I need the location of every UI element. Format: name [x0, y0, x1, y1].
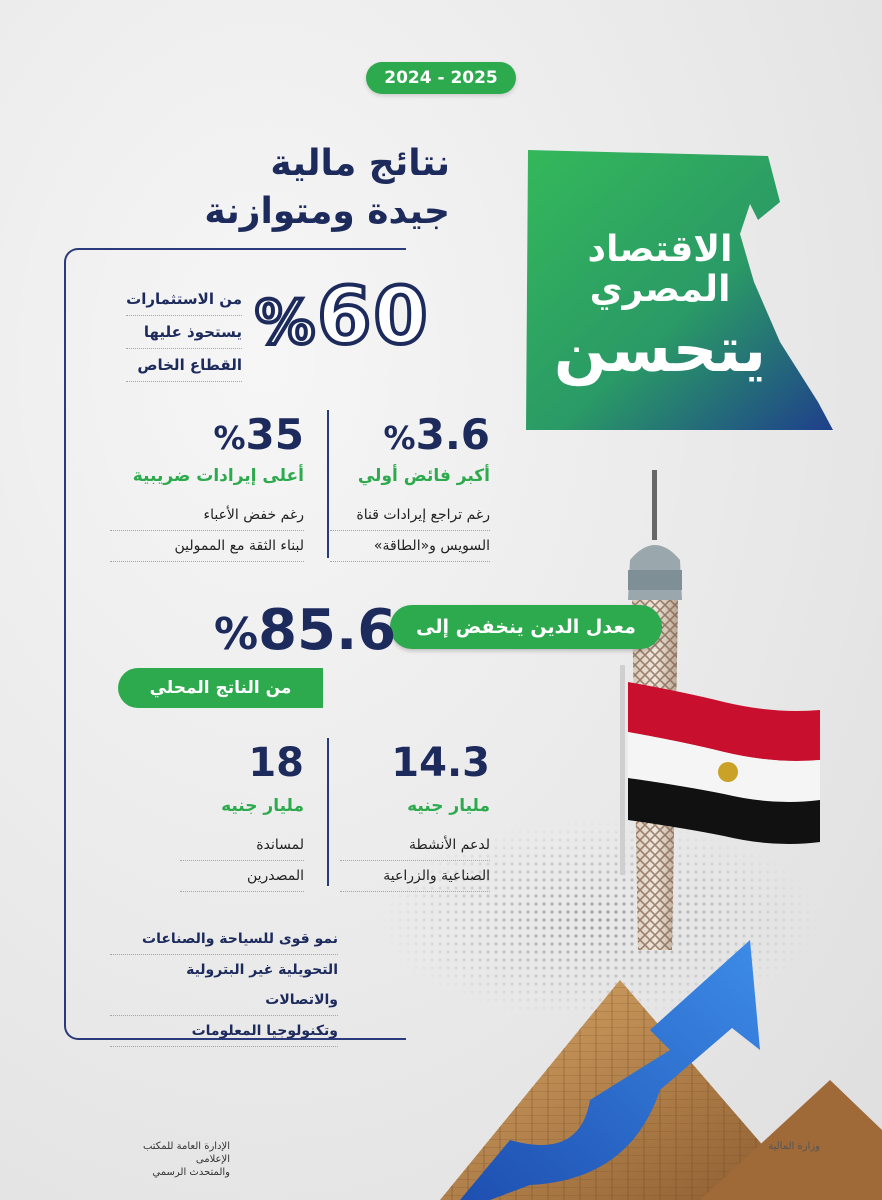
stat-18-unit: مليار جنيه	[221, 796, 304, 816]
stat-36-heading: أكبر فائض أولي	[357, 466, 490, 486]
divider-bottom	[327, 738, 329, 886]
stat-36-value	[380, 410, 490, 459]
stat-143-description	[340, 830, 490, 892]
map-banner-text	[540, 230, 780, 390]
title-line-2: جيدة ومتوازنة	[204, 191, 450, 232]
page-title	[150, 140, 450, 236]
stat-143-line-2: الصناعية والزراعية	[340, 861, 490, 892]
debt-number: 85.6	[258, 598, 397, 663]
stat-35-description	[110, 500, 304, 562]
stat-60-number: 60	[317, 272, 430, 362]
stat-18-value: 18	[248, 740, 304, 786]
divider-top	[327, 410, 329, 558]
pyramids-arrow-illustration	[380, 900, 882, 1200]
growth-line-3: وتكنولوجيا المعلومات	[110, 1016, 338, 1047]
stat-60-unit: %	[255, 288, 318, 358]
banner-line-3: يتحسن	[553, 313, 767, 386]
stat-18-line-1: لمساندة	[180, 830, 304, 861]
stat-143-unit: مليار جنيه	[407, 796, 490, 816]
stat-143-line-1: لدعم الأنشطة	[340, 830, 490, 861]
stat-35-line-1: رغم خفض الأعباء	[110, 500, 304, 531]
stat-60-value	[255, 272, 430, 362]
stat-35-number: 35	[245, 410, 304, 459]
stat-18-line-2: المصدرين	[180, 861, 304, 892]
growth-description	[110, 924, 338, 1047]
footer-media-office	[110, 1140, 230, 1179]
stat-36-line-1: رغم تراجع إيرادات قناة	[330, 500, 490, 531]
banner-line-1: الاقتصاد	[587, 229, 733, 270]
stat-36-description	[330, 500, 490, 562]
banner-line-2: المصري	[589, 269, 731, 310]
stat-35-unit: %	[213, 419, 246, 457]
stat-36-line-2: السويس و«الطاقة»	[330, 531, 490, 562]
stat-60-line-1: من الاستثمارات	[126, 283, 242, 316]
year-badge: 2024 - 2025	[366, 62, 516, 94]
stat-143-value: 14.3	[391, 740, 490, 786]
stat-60-line-3: القطاع الخاص	[126, 349, 242, 382]
debt-value	[214, 598, 396, 663]
growth-line-2: التحويلية غير البترولية والاتصالات	[110, 955, 338, 1016]
stat-35-heading: أعلى إيرادات ضريبية	[132, 466, 304, 486]
stat-35-line-2: لبناء الثقة مع الممولين	[110, 531, 304, 562]
egypt-flag	[624, 682, 824, 848]
footer-ministry-logo: وزارة المالية	[768, 1141, 820, 1152]
stat-60-description	[126, 283, 242, 382]
title-line-1: نتائج مالية	[270, 143, 450, 184]
stat-60-line-2: يستحوذ عليها	[126, 316, 242, 349]
stat-35-value	[200, 410, 304, 459]
footer-left-line-2: والمتحدث الرسمي	[152, 1167, 230, 1178]
growth-line-1: نمو قوى للسياحة والصناعات	[110, 924, 338, 955]
footer-left-line-1: الإدارة العامة للمكتب الإعلامى	[142, 1141, 230, 1165]
debt-label-pill: معدل الدين ينخفض إلى	[390, 605, 662, 649]
stat-18-description	[180, 830, 304, 892]
stat-36-number: 3.6	[415, 410, 490, 459]
stat-36-unit: %	[383, 419, 416, 457]
gdp-label-pill: من الناتج المحلي	[118, 668, 323, 708]
debt-unit: %	[214, 609, 259, 660]
